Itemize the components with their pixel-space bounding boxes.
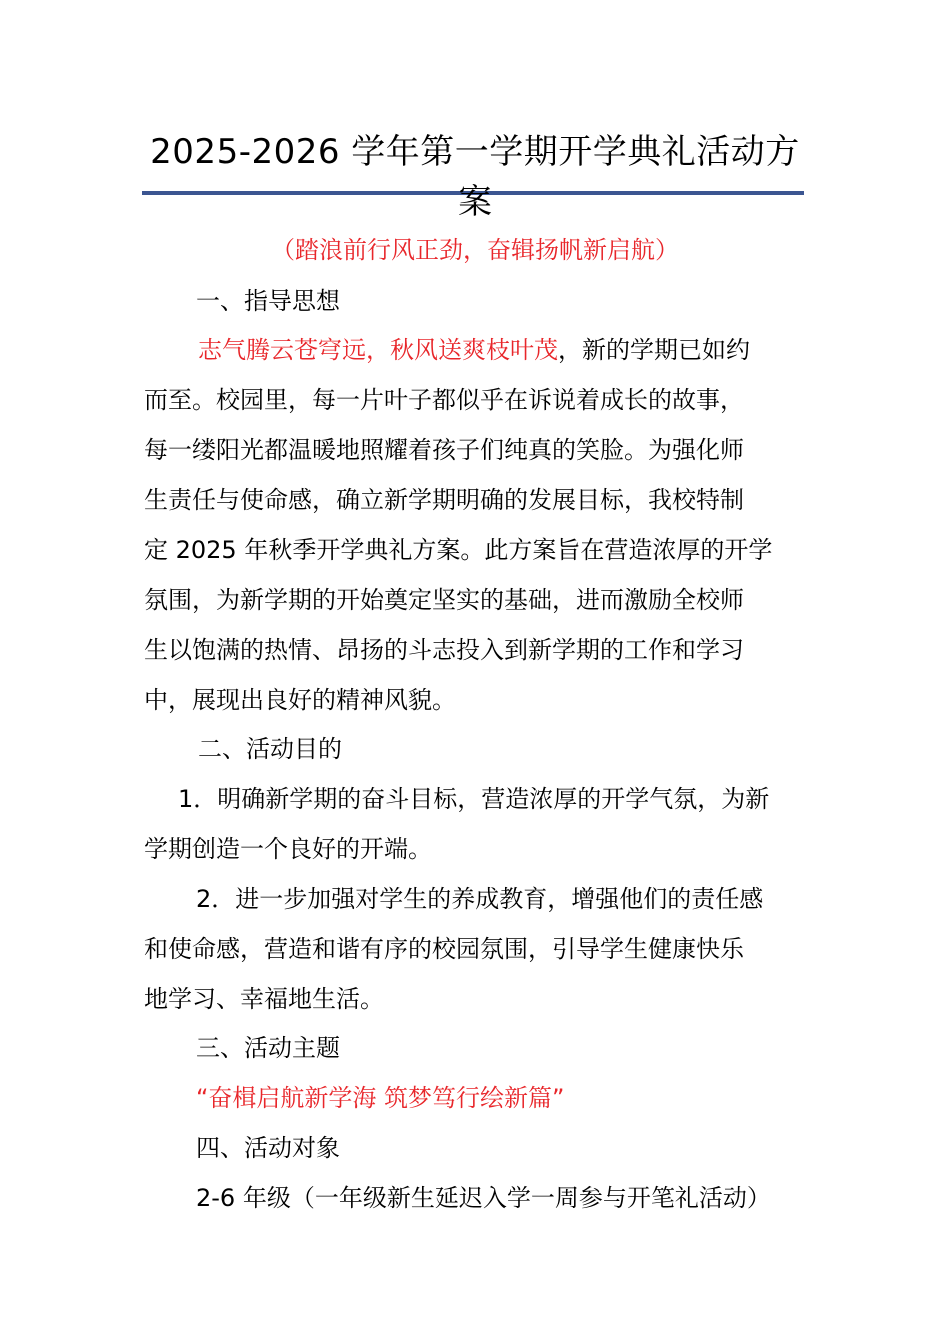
list-item-continuation: 学期创造一个良好的开端。 [144,835,432,863]
document-title: 2025-2026 学年第一学期开学典礼活动方 [150,132,800,172]
paragraph-line: 氛围，为新学期的开始奠定坚实的基础，进而激励全校师 [144,586,744,614]
paragraph-line: 定 2025 年秋季开学典礼方案。此方案旨在营造浓厚的开学 [144,536,773,564]
paragraph-line: 生以饱满的热情、昂扬的斗志投入到新学期的工作和学习 [144,636,744,664]
paragraph-line: 生责任与使命感，确立新学期明确的发展目标，我校特制 [144,486,744,514]
section-heading-activity-target: 四、活动对象 [196,1134,340,1162]
activity-theme: “奋楫启航新学海 筑梦笃行绘新篇” [196,1084,565,1112]
paragraph-text: ，新的学期已如约 [558,336,750,364]
paragraph-line: 而至。校园里，每一片叶子都似乎在诉说着成长的故事， [144,386,744,414]
paragraph-line: 中，展现出良好的精神风貌。 [144,686,456,714]
list-item: 1．明确新学期的奋斗目标，营造浓厚的开学气氛，为新 [178,785,770,813]
list-item-continuation: 和使命感，营造和谐有序的校园氛围，引导学生健康快乐 [144,935,744,963]
activity-target-text: 2-6 年级（一年级新生延迟入学一周参与开笔礼活动） [196,1184,771,1212]
paragraph-line [198,332,868,368]
section-heading-guiding-ideology: 一、指导思想 [196,287,340,315]
list-item: 2．进一步加强对学生的养成教育，增强他们的责任感 [196,885,764,913]
list-item-continuation: 地学习、幸福地生活。 [144,985,384,1013]
highlight-phrase: 志气腾云苍穹远，秋风送爽枝叶茂 [198,336,558,364]
section-heading-activity-theme: 三、活动主题 [196,1034,340,1062]
document-title-continuation: 案 [458,182,492,222]
paragraph-line: 每一缕阳光都温暖地照耀着孩子们纯真的笑脸。为强化师 [144,436,744,464]
section-heading-activity-purpose: 二、活动目的 [198,735,342,763]
document-subtitle: （踏浪前行风正劲，奋辑扬帆新启航） [271,236,679,264]
